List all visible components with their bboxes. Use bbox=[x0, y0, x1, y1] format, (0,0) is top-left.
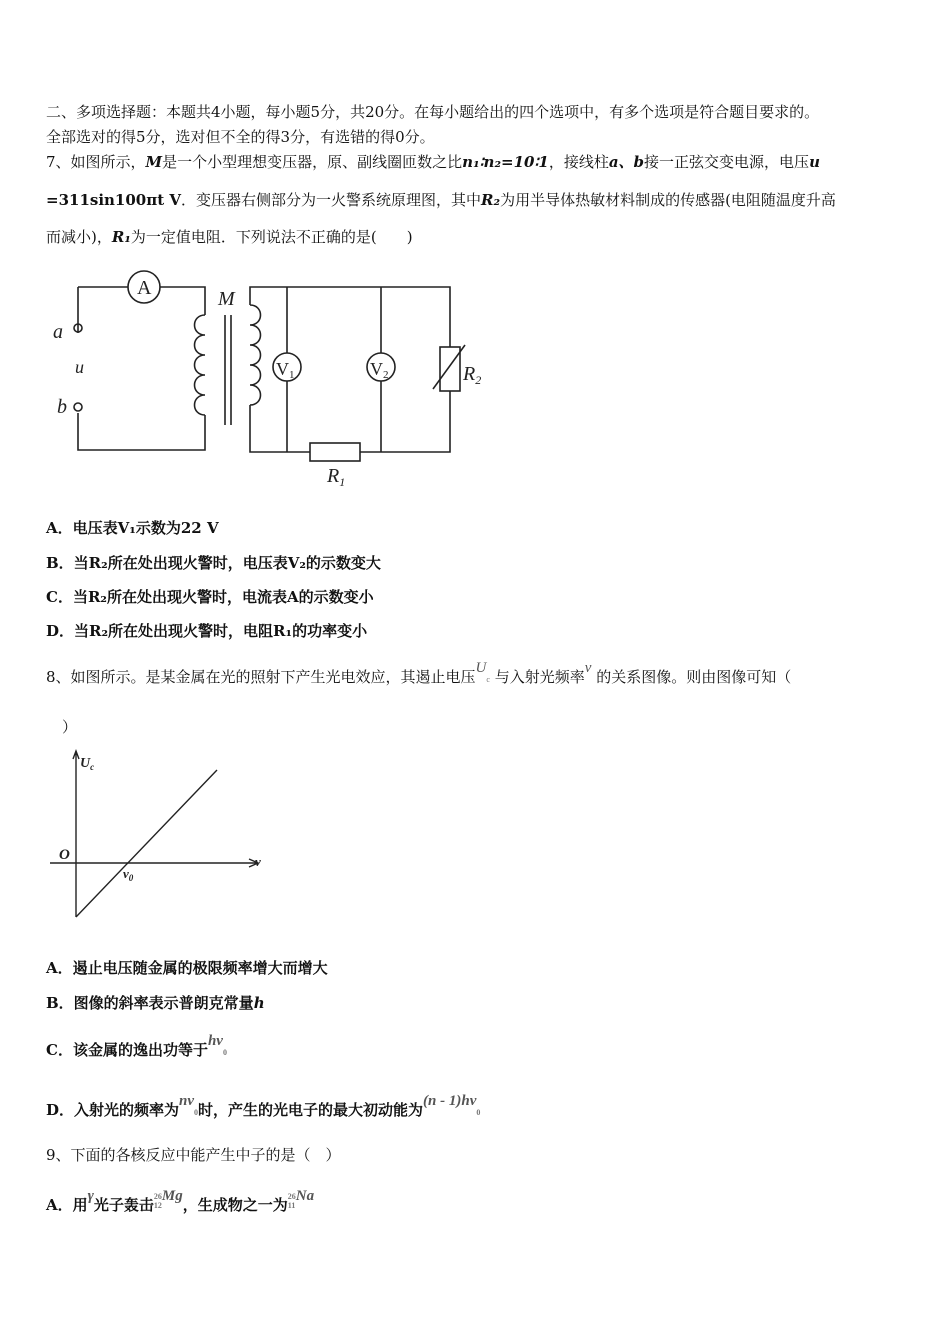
svg-text:O: O bbox=[59, 847, 70, 863]
graph-line bbox=[76, 770, 217, 917]
q8-close-paren: ） bbox=[62, 718, 78, 736]
svg-text:u: u bbox=[75, 357, 84, 377]
svg-text:b: b bbox=[57, 396, 67, 418]
transformer-circuit-diagram bbox=[45, 265, 505, 495]
svg-text:Uc: $U_c$ bbox=[80, 756, 95, 772]
svg-text:ν: ν bbox=[255, 854, 261, 869]
primary-coil-icon bbox=[195, 315, 206, 415]
q7-line1: 7、如图所示，M是一个小型理想变压器，原、副线圈匝数之比n₁∶n₂=10∶1，接线柱a、b接一正弦交变电源，电压u bbox=[46, 153, 820, 171]
q7-line2: =311sin100πt V．变压器右侧部分为一火警系统原理图，其中R₂为用半导体热敏材料制成的传感器(电阻随温度升高 bbox=[46, 191, 836, 209]
svg-text:R1: $R_1$ bbox=[327, 465, 346, 489]
section-heading: 二、多项选择题：本题共4小题，每小题5分，共20分。在每小题给出的四个选项中，有多个选项是符合题目要求的。 bbox=[46, 103, 820, 121]
svg-text:V1: V1 bbox=[276, 359, 295, 381]
svg-text:a: a bbox=[53, 321, 63, 343]
section-rules: 全部选对的得5分，选对但不全的得3分，有选错的得0分。 bbox=[46, 128, 435, 146]
q9-stem: 9、下面的各核反应中能产生中子的是（ ） bbox=[46, 1146, 341, 1164]
svg-text:ν0: $\nu_0$ bbox=[123, 866, 134, 883]
q8-stem: 8、如图所示。是某金属在光的照射下产生光电效应，其遏止电压Uc 与入射光频率ν 的关系图像。则由图像可知（ bbox=[46, 660, 792, 686]
q7-option-d[interactable]: D．当R₂所在处出现火警时，电阻R₁的功率变小 bbox=[46, 622, 368, 640]
thermistor-r2-icon bbox=[440, 347, 460, 391]
q8-option-d[interactable]: D．入射光的频率为nν0时，产生的光电子的最大初动能为(n - 1)hν0 bbox=[46, 1093, 481, 1119]
q7-option-a[interactable]: A．电压表V₁示数为22 V bbox=[46, 519, 219, 537]
q7-option-b[interactable]: B．当R₂所在处出现火警时，电压表V₂的示数变大 bbox=[46, 554, 381, 572]
svg-text:M: M bbox=[218, 288, 235, 310]
q8-option-a[interactable]: A．遏止电压随金属的极限频率增大而增大 bbox=[46, 959, 328, 977]
q8-option-b[interactable]: B．图像的斜率表示普朗克常量h bbox=[46, 994, 265, 1012]
resistor-r1-icon bbox=[310, 443, 360, 461]
svg-text:R2: $R_2$ bbox=[463, 363, 482, 387]
q7-line3: 而减小)，R₁为一定值电阻．下列说法不正确的是( ) bbox=[46, 228, 413, 246]
q7-option-c[interactable]: C．当R₂所在处出现火警时，电流表A的示数变小 bbox=[46, 588, 374, 606]
q8-option-c[interactable]: C．该金属的逸出功等于hν0 bbox=[46, 1033, 227, 1059]
stopping-voltage-graph bbox=[45, 745, 275, 925]
q9-option-a[interactable]: A．用γ光子轰击26 12Mg，生成物之一为26 11Na bbox=[46, 1188, 315, 1214]
svg-text:A: A bbox=[137, 277, 152, 299]
svg-text:V2: V2 bbox=[370, 359, 389, 381]
